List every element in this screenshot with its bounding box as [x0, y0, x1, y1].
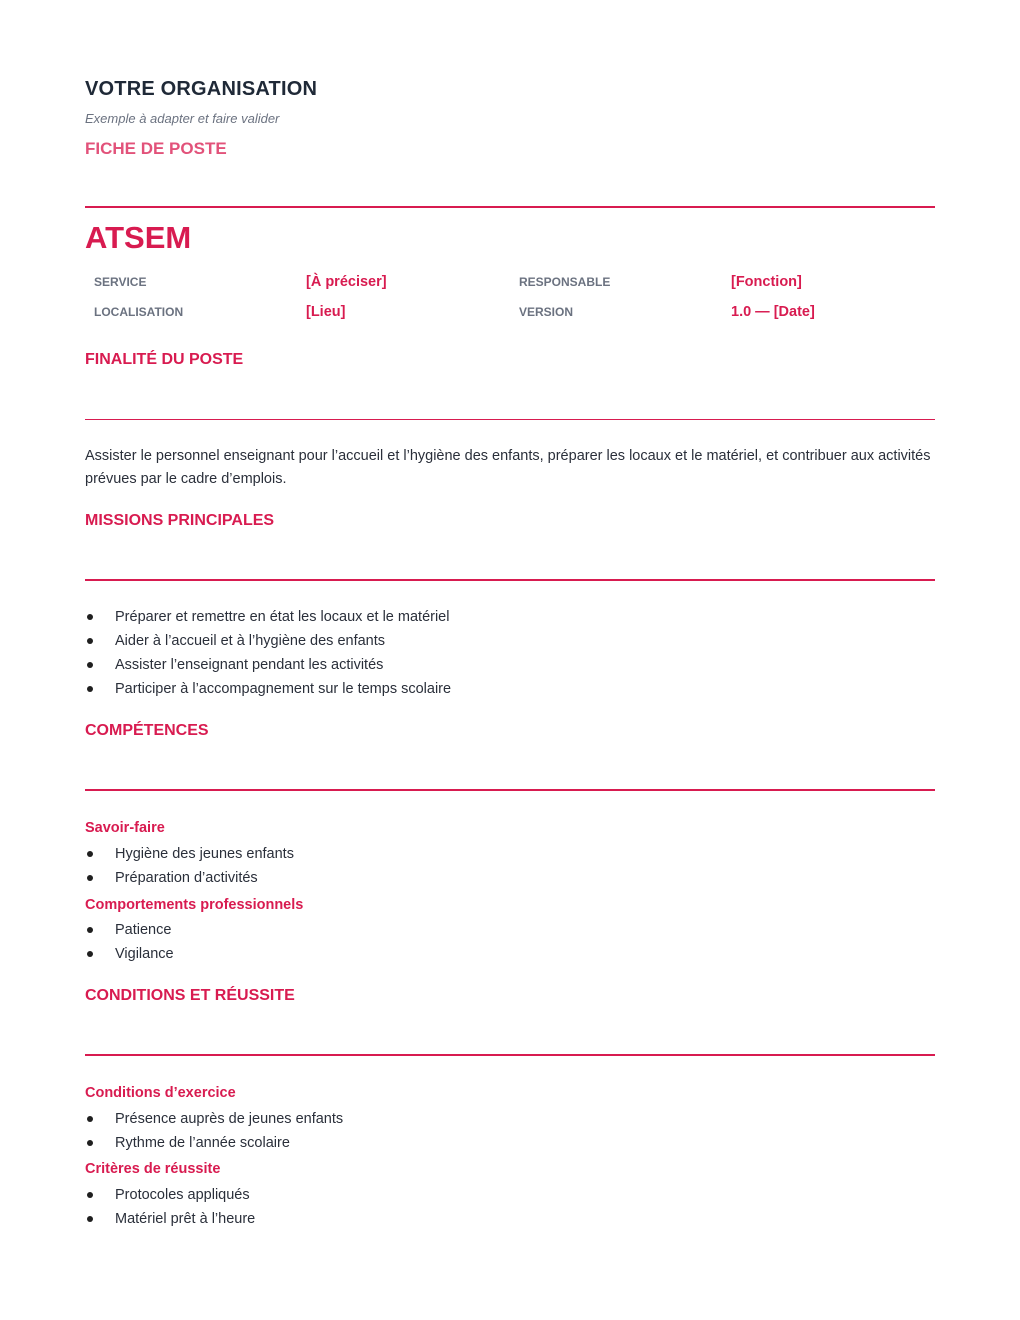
document-type: FICHE DE POSTE: [85, 139, 227, 158]
list-item: [85, 1207, 935, 1231]
bullet-icon: [87, 875, 93, 881]
bullet-icon: [87, 1192, 93, 1198]
bullet-icon: [87, 614, 93, 620]
bullet-icon: [87, 638, 93, 644]
list-item-text: Présence auprès de jeunes enfants: [115, 1111, 344, 1127]
list-item-text: Préparation d’activités: [115, 870, 258, 886]
job-title: ATSEM: [85, 220, 192, 255]
service-value: [À préciser]: [306, 274, 387, 290]
criteres-list: [85, 1183, 935, 1231]
competences-divider: [85, 789, 935, 791]
bullet-icon: [87, 1140, 93, 1146]
criteres-title: Critères de réussite: [85, 1161, 221, 1177]
bullet-icon: [87, 662, 93, 668]
comportements-list: [85, 918, 935, 966]
bullet-icon: [87, 851, 93, 857]
list-item-text: Protocoles appliqués: [115, 1187, 250, 1203]
finalite-title: FINALITÉ DU POSTE: [85, 351, 244, 368]
list-item: [85, 629, 935, 653]
list-item-text: Rythme de l’année scolaire: [115, 1135, 290, 1151]
localisation-label: LOCALISATION: [94, 305, 184, 319]
comportements-title: Comportements professionnels: [85, 897, 304, 913]
conditions-exercice-list: [85, 1107, 935, 1155]
list-item: [85, 942, 935, 966]
list-item-text: Participer à l’accompagnement sur le temps scolaire: [115, 681, 452, 697]
list-item: [85, 842, 935, 866]
list-item: [85, 866, 935, 890]
bullet-icon: [87, 1216, 93, 1222]
localisation-value: [Lieu]: [306, 304, 346, 320]
list-item: [85, 918, 935, 942]
conditions-divider: [85, 1054, 935, 1056]
list-item-text: Aider à l’accueil et à l’hygiène des enfants: [115, 633, 386, 649]
list-item-text: Assister l’enseignant pendant les activités: [115, 657, 384, 673]
competences-title: COMPÉTENCES: [85, 722, 209, 739]
version-label: VERSION: [519, 305, 574, 319]
responsable-label: RESPONSABLE: [519, 275, 611, 289]
savoir-faire-title: Savoir-faire: [85, 820, 165, 836]
bullet-icon: [87, 1116, 93, 1122]
list-item: [85, 1183, 935, 1207]
list-item-text: Préparer et remettre en état les locaux et le matériel: [115, 609, 450, 625]
list-item: [85, 1131, 935, 1155]
list-item: [85, 605, 935, 629]
list-item: [85, 1107, 935, 1131]
organization-name: VOTRE ORGANISATION: [85, 78, 318, 100]
list-item-text: Matériel prêt à l’heure: [115, 1211, 256, 1227]
list-item-text: Vigilance: [115, 946, 174, 962]
finalite-text: Assister le personnel enseignant pour l’accueil et l’hygiène des enfants, préparer les locaux et le matériel, et contribuer aux activités prévues par le cadre d’emplois.: [85, 448, 931, 487]
missions-title: MISSIONS PRINCIPALES: [85, 512, 275, 529]
title-divider: [85, 206, 935, 208]
list-item: [85, 677, 935, 701]
service-label: SERVICE: [94, 275, 147, 289]
list-item-text: Patience: [115, 922, 172, 938]
responsable-value: [Fonction]: [731, 274, 802, 290]
missions-divider: [85, 579, 935, 581]
version-value: 1.0 — [Date]: [731, 304, 815, 320]
savoir-faire-list: [85, 842, 935, 890]
conditions-exercice-title: Conditions d’exercice: [85, 1085, 236, 1101]
list-item-text: Hygiène des jeunes enfants: [115, 846, 294, 862]
conditions-title: CONDITIONS ET RÉUSSITE: [85, 987, 295, 1004]
bullet-icon: [87, 686, 93, 692]
missions-list: [85, 605, 935, 701]
bullet-icon: [87, 951, 93, 957]
bullet-icon: [87, 927, 93, 933]
tagline: Exemple à adapter et faire valider: [85, 111, 280, 126]
list-item: [85, 653, 935, 677]
finalite-divider: [85, 419, 935, 420]
